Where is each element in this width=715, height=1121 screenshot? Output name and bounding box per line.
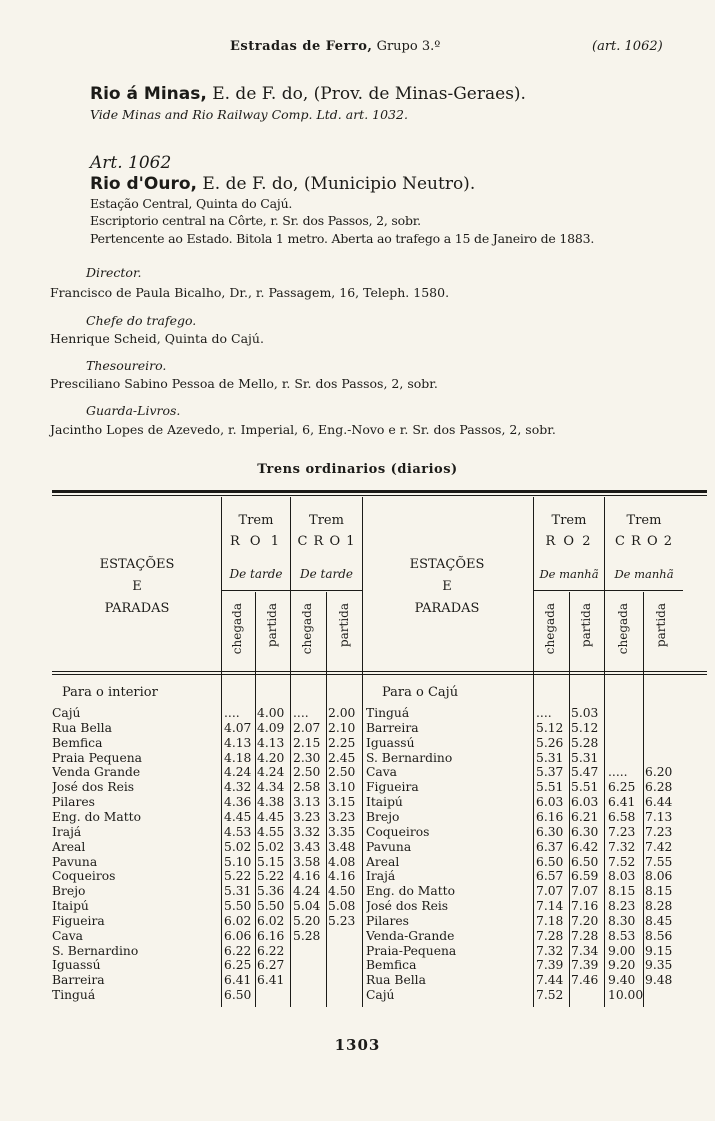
right-time-12-2: 7.07 <box>571 884 599 899</box>
right-time-3-4 <box>645 751 683 765</box>
right-time-18-2: 7.46 <box>571 973 599 988</box>
right-time-7-4: 7.13 <box>645 809 673 824</box>
right-time-5-1: 5.51 <box>536 780 564 795</box>
right-time-11-1: 6.57 <box>536 869 564 884</box>
left-time-19-4 <box>328 988 362 1002</box>
left-station-17: Iguassú <box>52 958 101 973</box>
left-time-17-2: 6.27 <box>257 958 285 973</box>
right-station-12: Eng. do Matto <box>366 884 455 899</box>
right-time-13-4: 8.28 <box>645 899 673 914</box>
entry-line-2: Escriptorio central na Côrte, r. Sr. dos Passos, 2, sobr. <box>90 213 421 228</box>
right-time-1-2: 5.12 <box>571 720 599 735</box>
staff-person-bookkeeper: Jacintho Lopes de Azevedo, r. Imperial, 6, Eng.-Novo e r. Sr. dos Passos, 2, sobr. <box>50 422 556 437</box>
left-time-13-3: 5.04 <box>293 899 321 914</box>
left-time-7-1: 4.45 <box>224 809 252 824</box>
left-station-7: Eng. do Matto <box>52 809 141 824</box>
left-time-9-2: 5.02 <box>257 839 285 854</box>
right-time-3-3 <box>608 751 643 765</box>
left-dep-2: partida <box>337 603 351 648</box>
right-time-14-2: 7.20 <box>571 913 599 928</box>
left-station-3: Praia Pequena <box>52 750 142 765</box>
table-header-rule-2 <box>52 674 707 675</box>
right-station-5: Figueira <box>366 780 419 795</box>
right-stations-h1: ESTAÇÕES <box>409 557 485 572</box>
left-time-1-1: 4.07 <box>224 720 252 735</box>
col-rule <box>326 592 327 1007</box>
right-time-10-1: 6.50 <box>536 854 564 869</box>
right-station-3: S. Bernardino <box>366 750 453 765</box>
left-time-11-4: 4.16 <box>328 869 356 884</box>
right-time-15-1: 7.28 <box>536 928 564 943</box>
right-time-19-3: 10.00 <box>608 988 644 1003</box>
left-time-18-4 <box>328 973 362 987</box>
right-time-18-3: 9.40 <box>608 973 636 988</box>
left-stations-h3: PARADAS <box>104 601 170 616</box>
right-station-18: Rua Bella <box>366 973 426 988</box>
right-time-4-4: 6.20 <box>645 765 673 780</box>
right-time-15-2: 7.28 <box>571 928 599 943</box>
left-station-18: Barreira <box>52 973 105 988</box>
right-station-10: Areal <box>366 854 400 869</box>
right-time-8-1: 6.30 <box>536 824 564 839</box>
left-time-19-1: 6.50 <box>224 988 252 1003</box>
staff-person-director: Francisco de Paula Bicalho, Dr., r. Passagem, 16, Teleph. 1580. <box>50 285 450 300</box>
table-top-rule-thin <box>52 495 707 496</box>
right-station-7: Brejo <box>366 809 400 824</box>
left-time-14-4: 5.23 <box>328 913 356 928</box>
left-time-15-1: 6.06 <box>224 928 252 943</box>
left-time-5-1: 4.32 <box>224 780 252 795</box>
left-time-9-3: 3.43 <box>293 839 321 854</box>
time-rule <box>221 590 362 591</box>
col-rule <box>569 592 570 1007</box>
left-time-0-4: 2.00 <box>328 706 356 720</box>
right-time-9-3: 7.32 <box>608 839 636 854</box>
right-t1-time: De manhã <box>539 567 599 581</box>
right-time-12-1: 7.07 <box>536 884 564 899</box>
entry-line-1: Estação Central, Quinta do Cajú. <box>90 196 293 211</box>
left-time-11-1: 5.22 <box>224 869 252 884</box>
right-time-3-2: 5.31 <box>571 750 599 765</box>
left-time-0-2: 4.00 <box>257 706 285 720</box>
right-time-18-4: 9.48 <box>645 973 673 988</box>
right-arr-1: chegada <box>543 603 557 655</box>
left-time-18-3 <box>293 973 326 987</box>
left-time-12-4: 4.50 <box>328 884 356 899</box>
staff-role-director: Director. <box>86 265 142 280</box>
right-t2-label: Trem <box>626 513 662 528</box>
right-stations-h3: PARADAS <box>414 601 480 616</box>
right-time-15-4: 8.56 <box>645 928 673 943</box>
right-station-6: Itaipú <box>366 795 403 810</box>
left-station-19: Tinguá <box>52 988 96 1003</box>
right-time-9-2: 6.42 <box>571 839 599 854</box>
left-time-9-4: 3.48 <box>328 839 356 854</box>
left-time-2-3: 2.15 <box>293 735 321 750</box>
left-time-7-2: 4.45 <box>257 809 285 824</box>
right-time-2-1: 5.26 <box>536 735 564 750</box>
right-station-19: Cajú <box>366 988 395 1003</box>
right-time-2-3 <box>608 736 643 750</box>
table-top-rule <box>52 490 707 493</box>
left-t1-time: De tarde <box>229 567 283 581</box>
right-time-19-4 <box>645 988 683 1002</box>
left-time-4-2: 4.24 <box>257 765 285 780</box>
left-time-2-2: 4.13 <box>257 735 285 750</box>
right-time-16-3: 9.00 <box>608 943 636 958</box>
right-time-4-2: 5.47 <box>571 765 599 780</box>
left-t2-label: Trem <box>309 513 344 528</box>
col-rule <box>643 592 644 1007</box>
header-title: Estradas de Ferro, Grupo 3.º <box>230 39 441 54</box>
left-time-16-4 <box>328 944 362 958</box>
left-time-6-3: 3.13 <box>293 795 321 810</box>
right-time-1-4 <box>645 721 683 735</box>
left-station-9: Areal <box>52 839 86 854</box>
right-time-3-1: 5.31 <box>536 750 564 765</box>
right-time-2-4 <box>645 736 683 750</box>
right-time-5-3: 6.25 <box>608 780 636 795</box>
right-time-5-4: 6.28 <box>645 780 673 795</box>
right-station-16: Praia-Pequena <box>366 943 457 958</box>
left-time-1-4: 2.10 <box>328 720 356 735</box>
left-station-5: José dos Reis <box>52 780 135 795</box>
right-time-9-1: 6.37 <box>536 839 564 854</box>
right-dep-1: partida <box>579 603 593 648</box>
left-station-14: Figueira <box>52 913 105 928</box>
right-station-8: Coqueiros <box>366 824 430 839</box>
left-station-11: Coqueiros <box>52 869 116 884</box>
left-time-5-3: 2.58 <box>293 780 321 795</box>
left-time-16-2: 6.22 <box>257 943 285 958</box>
right-time-6-2: 6.03 <box>571 795 599 810</box>
right-time-14-3: 8.30 <box>608 913 636 928</box>
right-t1-code: R O 2 <box>545 534 593 549</box>
right-time-16-1: 7.32 <box>536 943 564 958</box>
right-time-0-1: .... <box>536 706 552 720</box>
right-station-14: Pilares <box>366 913 409 928</box>
right-time-7-2: 6.21 <box>571 809 599 824</box>
right-station-4: Cava <box>366 765 398 780</box>
right-time-19-2 <box>571 988 604 1002</box>
left-time-5-4: 3.10 <box>328 780 356 795</box>
left-time-12-3: 4.24 <box>293 884 321 899</box>
col-rule <box>362 497 363 1007</box>
left-station-4: Venda Grande <box>52 765 141 780</box>
left-station-8: Irajá <box>52 824 82 839</box>
left-time-3-4: 2.45 <box>328 750 356 765</box>
left-time-3-1: 4.18 <box>224 750 252 765</box>
left-time-8-4: 3.35 <box>328 824 356 839</box>
left-time-19-3 <box>293 988 326 1002</box>
left-station-15: Cava <box>52 928 84 943</box>
right-time-13-2: 7.16 <box>571 899 599 914</box>
left-time-13-2: 5.50 <box>257 899 285 914</box>
left-time-7-4: 3.23 <box>328 809 356 824</box>
left-time-9-1: 5.02 <box>224 839 252 854</box>
staff-person-traffic: Henrique Scheid, Quinta do Cajú. <box>50 331 264 346</box>
left-time-16-3 <box>293 944 326 958</box>
staff-role-treasurer: Thesoureiro. <box>86 358 167 373</box>
staff-person-treasurer: Presciliano Sabino Pessoa de Mello, r. Sr. dos Passos, 2, sobr. <box>50 376 438 391</box>
left-time-12-2: 5.36 <box>257 884 285 899</box>
left-time-1-2: 4.09 <box>257 720 285 735</box>
right-arr-2: chegada <box>616 603 630 655</box>
left-station-6: Pilares <box>52 795 95 810</box>
left-time-17-1: 6.25 <box>224 958 252 973</box>
left-time-13-1: 5.50 <box>224 899 252 914</box>
right-station-17: Bemfica <box>366 958 417 973</box>
left-station-2: Bemfica <box>52 735 103 750</box>
left-time-8-3: 3.32 <box>293 824 321 839</box>
left-time-10-4: 4.08 <box>328 854 356 869</box>
article-label: Art. 1062 <box>90 153 172 173</box>
right-time-10-4: 7.55 <box>645 854 673 869</box>
right-time-13-3: 8.23 <box>608 899 636 914</box>
right-time-17-2: 7.39 <box>571 958 599 973</box>
left-time-4-1: 4.24 <box>224 765 252 780</box>
entry-title: Rio d'Ouro, E. de F. do, (Municipio Neutro). <box>90 174 476 194</box>
left-time-8-1: 4.53 <box>224 824 252 839</box>
left-time-14-3: 5.20 <box>293 913 321 928</box>
left-station-12: Brejo <box>52 884 86 899</box>
left-time-7-3: 3.23 <box>293 809 321 824</box>
left-time-0-3: .... <box>293 706 309 720</box>
left-time-2-4: 2.25 <box>328 735 356 750</box>
entry-line-3: Pertencente ao Estado. Bitola 1 metro. Aberta ao trafego a 15 de Janeiro de 1883. <box>90 231 595 246</box>
left-time-19-2 <box>257 988 290 1002</box>
left-t2-time: De tarde <box>299 567 354 581</box>
right-station-13: José dos Reis <box>366 899 449 914</box>
right-stations-h2: E <box>442 579 452 594</box>
left-time-10-3: 3.58 <box>293 854 321 869</box>
left-station-13: Itaipú <box>52 899 89 914</box>
left-time-16-1: 6.22 <box>224 943 252 958</box>
left-time-14-2: 6.02 <box>257 913 285 928</box>
right-t2-time: De manhã <box>614 567 674 581</box>
left-station-1: Rua Bella <box>52 720 112 735</box>
right-time-18-1: 7.44 <box>536 973 564 988</box>
left-time-13-4: 5.08 <box>328 899 356 914</box>
left-time-18-2: 6.41 <box>257 973 285 988</box>
left-time-1-3: 2.07 <box>293 720 321 735</box>
left-t2-code: C R O 1 <box>297 534 356 549</box>
left-t1-label: Trem <box>238 513 274 528</box>
right-time-14-4: 8.45 <box>645 913 673 928</box>
entry-prev-vide: Vide Minas and Rio Railway Comp. Ltd. art. 1032. <box>90 107 408 122</box>
right-station-9: Pavuna <box>366 839 412 854</box>
left-time-6-4: 3.15 <box>328 795 356 810</box>
right-time-19-1: 7.52 <box>536 988 564 1003</box>
right-dep-2: partida <box>654 603 668 648</box>
right-time-17-3: 9.20 <box>608 958 636 973</box>
right-time-7-1: 6.16 <box>536 809 564 824</box>
right-t2-code: C R O 2 <box>614 534 674 549</box>
staff-role-bookkeeper: Guarda-Livros. <box>86 403 181 418</box>
right-time-10-2: 6.50 <box>571 854 599 869</box>
left-time-14-1: 6.02 <box>224 913 252 928</box>
right-time-8-2: 6.30 <box>571 824 599 839</box>
left-time-11-2: 5.22 <box>257 869 285 884</box>
right-direction: Para o Cajú <box>382 685 459 700</box>
right-time-4-3: ..... <box>608 765 628 780</box>
left-arr-2: chegada <box>300 603 314 655</box>
right-time-12-4: 8.15 <box>645 884 673 899</box>
right-time-17-1: 7.39 <box>536 958 564 973</box>
left-time-3-2: 4.20 <box>257 750 285 765</box>
left-time-0-1: .... <box>224 706 240 720</box>
right-time-12-3: 8.15 <box>608 884 636 899</box>
left-arr-1: chegada <box>230 603 244 655</box>
right-station-2: Iguassú <box>366 735 415 750</box>
right-time-15-3: 8.53 <box>608 928 636 943</box>
right-time-0-3 <box>608 706 643 720</box>
right-time-11-3: 8.03 <box>608 869 636 884</box>
right-time-16-4: 9.15 <box>645 943 673 958</box>
right-time-8-3: 7.23 <box>608 824 636 839</box>
left-time-6-2: 4.38 <box>257 795 285 810</box>
right-time-4-1: 5.37 <box>536 765 564 780</box>
right-station-1: Barreira <box>366 720 419 735</box>
table-title: Trens ordinarios (diarios) <box>257 462 458 477</box>
right-station-11: Irajá <box>366 869 396 884</box>
right-time-13-1: 7.14 <box>536 899 564 914</box>
time-rule <box>533 590 683 591</box>
right-time-6-1: 6.03 <box>536 795 564 810</box>
left-stations-h2: E <box>132 579 142 594</box>
left-time-8-2: 4.55 <box>257 824 285 839</box>
left-time-11-3: 4.16 <box>293 869 321 884</box>
left-station-16: S. Bernardino <box>52 943 139 958</box>
right-time-9-4: 7.42 <box>645 839 673 854</box>
entry-prev-title: Rio á Minas, E. de F. do, (Prov. de Minas-Geraes). <box>90 84 526 104</box>
right-time-2-2: 5.28 <box>571 735 599 750</box>
left-dep-1: partida <box>265 603 279 648</box>
left-station-0: Cajú <box>52 706 81 720</box>
left-time-15-3: 5.28 <box>293 928 321 943</box>
left-time-15-2: 6.16 <box>257 928 285 943</box>
right-time-1-1: 5.12 <box>536 720 564 735</box>
left-stations-h1: ESTAÇÕES <box>99 557 175 572</box>
right-time-0-4 <box>645 706 683 720</box>
left-time-12-1: 5.31 <box>224 884 252 899</box>
left-time-3-3: 2.30 <box>293 750 321 765</box>
left-time-17-3 <box>293 958 326 972</box>
page-number: 1303 <box>334 1036 381 1054</box>
right-time-7-3: 6.58 <box>608 809 636 824</box>
right-time-6-4: 6.44 <box>645 795 673 810</box>
right-time-0-2: 5.03 <box>571 706 599 720</box>
right-time-1-3 <box>608 721 643 735</box>
right-time-5-2: 5.51 <box>571 780 599 795</box>
right-time-17-4: 9.35 <box>645 958 673 973</box>
right-station-15: Venda-Grande <box>366 928 455 943</box>
left-time-5-2: 4.34 <box>257 780 285 795</box>
right-time-14-1: 7.18 <box>536 913 564 928</box>
right-station-0: Tinguá <box>366 706 410 720</box>
table-header-rule <box>52 671 707 672</box>
left-time-17-4 <box>328 958 362 972</box>
right-t1-label: Trem <box>551 513 587 528</box>
left-time-4-3: 2.50 <box>293 765 321 780</box>
left-time-18-1: 6.41 <box>224 973 252 988</box>
left-time-15-4 <box>328 929 362 943</box>
staff-role-traffic: Chefe do trafego. <box>86 313 197 328</box>
right-time-11-4: 8.06 <box>645 869 673 884</box>
right-time-8-4: 7.23 <box>645 824 673 839</box>
header-article: (art. 1062) <box>592 39 663 54</box>
left-time-10-1: 5.10 <box>224 854 252 869</box>
right-time-10-3: 7.52 <box>608 854 636 869</box>
left-time-6-1: 4.36 <box>224 795 252 810</box>
right-time-11-2: 6.59 <box>571 869 599 884</box>
left-direction: Para o interior <box>62 685 158 700</box>
right-time-6-3: 6.41 <box>608 795 636 810</box>
left-time-2-1: 4.13 <box>224 735 252 750</box>
left-time-4-4: 2.50 <box>328 765 356 780</box>
left-time-10-2: 5.15 <box>257 854 285 869</box>
left-station-10: Pavuna <box>52 854 98 869</box>
left-t1-code: R O 1 <box>230 534 282 549</box>
right-time-16-2: 7.34 <box>571 943 599 958</box>
